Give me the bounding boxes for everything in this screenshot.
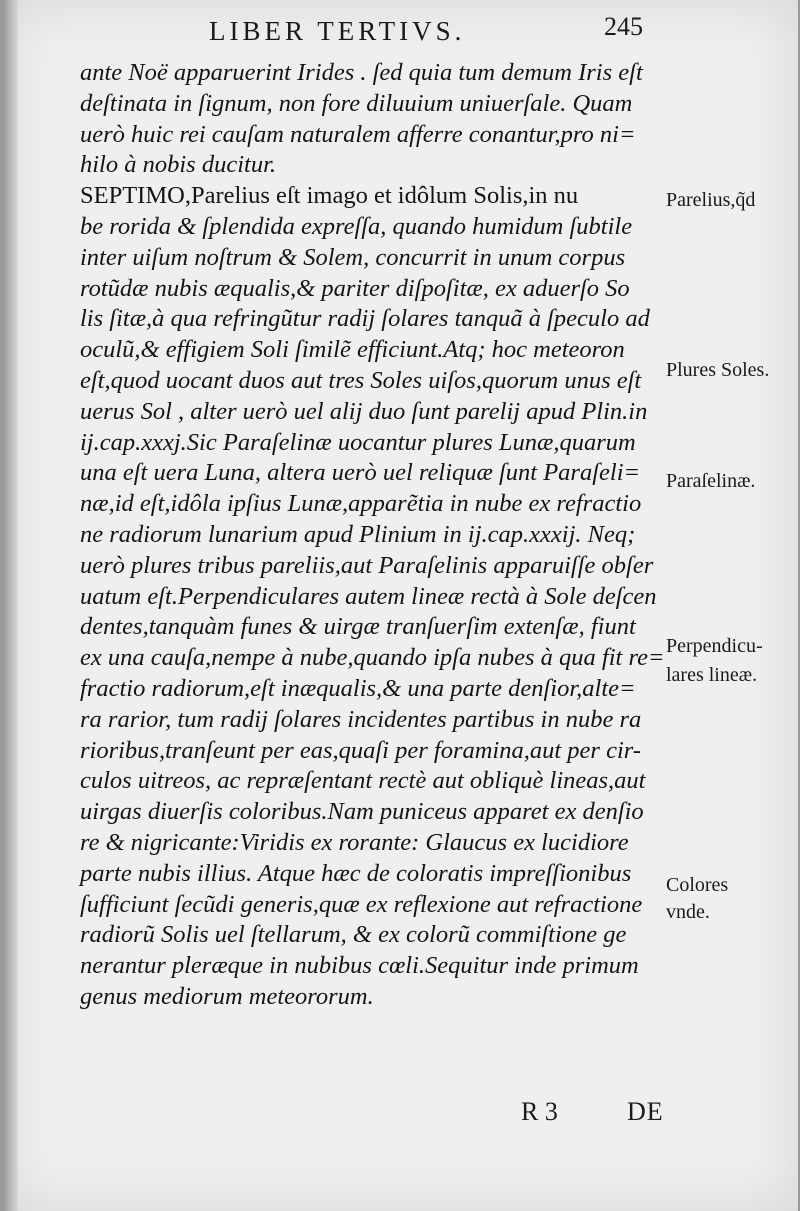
text-line: uatum eſt.Perpendiculares autem lineæ rectà à Sole deſcen [80, 582, 657, 610]
text-line: fractio radiorum,eſt inæqualis,& una parte denſior,alte= [80, 674, 636, 702]
text-line: oculũ,& effigiem Soli ſimilẽ efficiunt.Atq; hoc meteoron [80, 336, 625, 364]
text-line: ra rarior, tum radij ſolares incidentes partibus in nube ra [80, 705, 642, 733]
running-head: LIBER TERTIVS. [209, 16, 466, 46]
text-line: deſtinata in ſignum, non fore diluuium uniuerſale. Quam [80, 89, 633, 117]
text-line: ij.cap.xxxj.Sic Paraſelinæ uocantur plures Lunæ,quarum [80, 428, 636, 456]
text-line: SEPTIMO,Parelius eſt imago et idôlum Solis,in nu [80, 182, 579, 210]
signature-mark: R 3 [521, 1097, 558, 1126]
text-line: eſt,quod uocant duos aut tres Soles uiſos,quorum unus eſt [80, 366, 642, 394]
text-line: genus mediorum meteororum. [80, 982, 374, 1010]
page-number: 245 [604, 12, 643, 41]
main-text-block [80, 58, 665, 1013]
margin-note-parelius: Parelius,q̃d [666, 189, 756, 211]
text-line: culos uitreos, ac repræſentant rectè aut obliquè lineas,aut [80, 767, 646, 795]
text-line: ante Noë apparuerint Irides . ſed quia tum demum Iris eſt [80, 59, 643, 86]
book-page [4, 0, 798, 1211]
text-line: rioribus,tranſeunt per eas,quaſi per foramina,aut per cir- [80, 736, 641, 764]
text-line: ne radiorum lunarium apud Plinium in ij.cap.xxxij. Neq; [80, 520, 636, 548]
margin-note-perpendiculares-1: Perpendicu- [666, 635, 763, 657]
text-line: be rorida & ſplendida expreſſa, quando humidum ſubtile [80, 212, 633, 240]
margin-note-colores-1: Colores [666, 874, 729, 896]
text-line: re & nigricante:Viridis ex rorante: Glaucus ex lucidiore [80, 828, 629, 856]
text-line: hilo à nobis ducitur. [80, 151, 277, 179]
text-line: dentes,tanquàm funes & uirgæ tranſuerſim extenſæ, fiunt [80, 613, 636, 641]
text-line: rotũdæ nubis æqualis,& pariter diſpoſitæ, ex aduerſo So [80, 274, 630, 302]
text-line: uirgas diuerſis coloribus.Nam puniceus apparet ex denſio [80, 798, 644, 826]
text-line: nerantur pleræque in nubibus cœli.Sequitur inde primum [80, 952, 639, 980]
margin-note-colores-2: vnde. [666, 901, 710, 923]
text-line: lis ſitæ,à qua refringũtur radij ſolares tanquã à ſpeculo ad [80, 305, 650, 333]
margin-note-paraselinae: Paraſelinæ. [666, 470, 756, 492]
catchword: DE [627, 1097, 664, 1126]
page-gutter-shadow [4, 0, 18, 1211]
text-line: ex una cauſa,nempe à nube,quando ipſa nubes à qua fit re= [80, 644, 665, 672]
text-line: parte nubis illius. Atque hæc de coloratis impreſſionibus [80, 859, 632, 887]
text-line: uerò huic rei cauſam naturalem afferre conantur,pro ni= [80, 120, 636, 148]
text-line: uerus Sol , alter uerò uel alij duo ſunt parelij apud Plin.in [80, 397, 648, 425]
text-line: uerò plures tribus pareliis,aut Paraſelinis apparuiſſe obſer [80, 551, 654, 579]
text-line: inter uiſum noſtrum & Solem, concurrit in unum corpus [80, 243, 626, 271]
text-line: næ,id eſt,idôla ipſius Lunæ,apparẽtia in nube ex refractio [80, 490, 642, 518]
text-line: radiorũ Solis uel ſtellarum, & ex colorũ commiſtione ge [80, 921, 627, 949]
margin-note-perpendiculares-2: lares lineæ. [666, 664, 758, 686]
margin-note-plures-soles: Plures Soles. [666, 359, 770, 381]
text-line: una eſt uera Luna, altera uerò uel reliquæ ſunt Paraſeli= [80, 459, 641, 487]
text-line: ſufficiunt ſecũdi generis,quæ ex reflexione aut refractione [80, 890, 643, 918]
